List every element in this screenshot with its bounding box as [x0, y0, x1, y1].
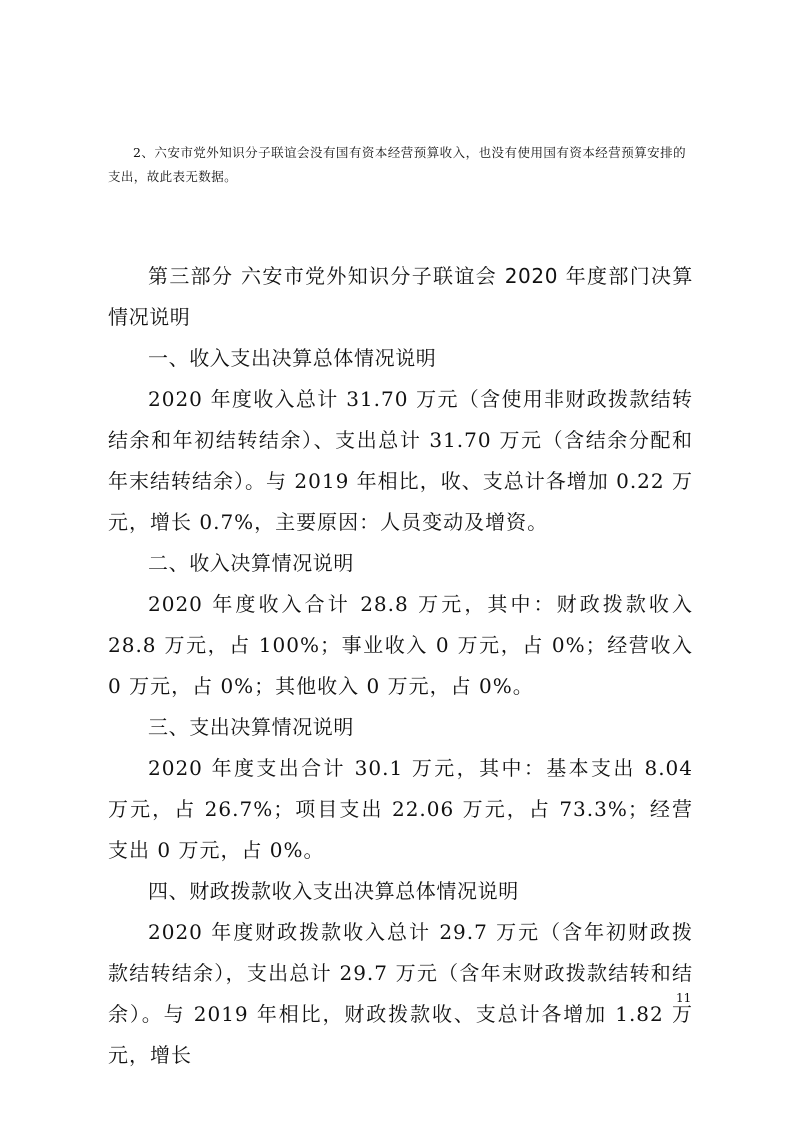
- section-heading-fiscal-appropriation: 四、财政拨款收入支出决算总体情况说明: [148, 879, 519, 903]
- section-paragraph-income: 2020 年度收入合计 28.8 万元，其中：财政拨款收入 28.8 万元，占 100%；事业收入 0 万元，占 0%；经营收入 0 万元，占 0%；其他收入 0 万元，占 0%。: [108, 592, 693, 698]
- part-three-title: 第三部分 六安市党外知识分子联谊会 2020 年度部门决算情况说明: [108, 264, 693, 329]
- part-three-content: [108, 256, 693, 1076]
- page-number: 11: [676, 991, 692, 1005]
- section-paragraph-fiscal-appropriation: 2020 年度财政拨款收入总计 29.7 万元（含年初财政拨款结转结余），支出总计 29.7 万元（含年末财政拨款结转和结余）。与 2019 年相比，财政拨款收、支总计各增加 1.82 万元，增长: [108, 920, 693, 1067]
- section-paragraph-expense: 2020 年度支出合计 30.1 万元，其中：基本支出 8.04 万元，占 26.7%；项目支出 22.06 万元，占 73.3%；经营支出 0 万元，占 0%。: [108, 756, 693, 862]
- section-heading-income: 二、收入决算情况说明: [148, 551, 354, 575]
- section-heading-income-expense-overview: 一、收入支出决算总体情况说明: [148, 346, 437, 370]
- note-paragraph: 2、六安市党外知识分子联谊会没有国有资本经营预算收入，也没有使用国有资本经营预算安排的支出，故此表无数据。: [108, 145, 686, 184]
- section-paragraph-income-expense-overview: 2020 年度收入总计 31.70 万元（含使用非财政拨款结转结余和年初结转结余）、支出总计 31.70 万元（含结余分配和年末结转结余）。与 2019 年相比，收、支总计各增加 0.22 万元，增长 0.7%，主要原因：人员变动及增资。: [108, 387, 693, 534]
- section-heading-expense: 三、支出决算情况说明: [148, 715, 354, 739]
